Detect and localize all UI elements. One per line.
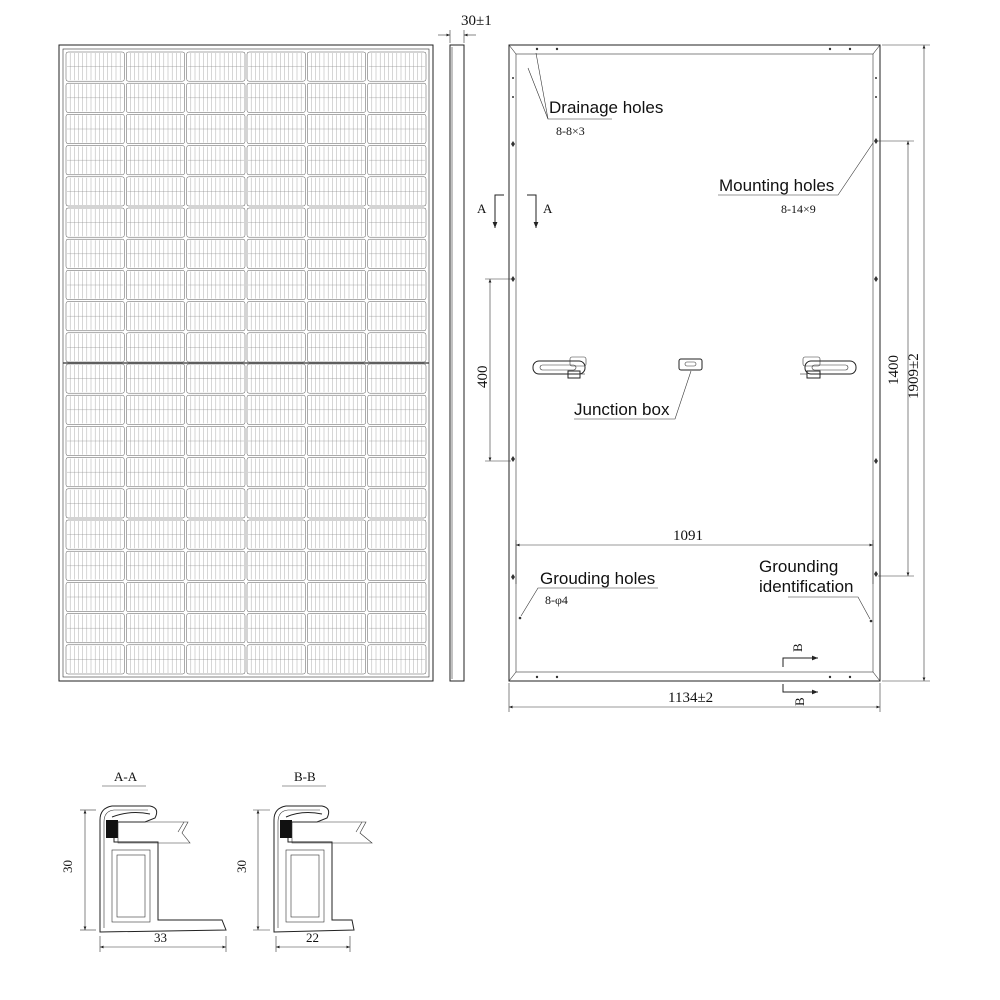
- cell-fingers: [308, 427, 364, 454]
- cell-fingers: [127, 521, 183, 548]
- cell-fingers: [248, 53, 304, 80]
- cell-fingers: [188, 240, 244, 267]
- cell-fingers: [188, 646, 244, 673]
- front-view-panel: [59, 45, 433, 681]
- cell-fingers: [369, 209, 425, 236]
- cell-fingers: [127, 396, 183, 423]
- cell-fingers: [188, 583, 244, 610]
- cell-fingers: [369, 334, 425, 361]
- section-bb-title: B-B: [294, 769, 316, 784]
- cell-fingers: [188, 271, 244, 298]
- cell-fingers: [369, 271, 425, 298]
- cell-fingers: [188, 334, 244, 361]
- cell-fingers: [369, 427, 425, 454]
- cell-fingers: [308, 334, 364, 361]
- section-aa: [60, 769, 226, 952]
- cell-fingers: [369, 396, 425, 423]
- cell-fingers: [369, 646, 425, 673]
- cell-fingers: [248, 396, 304, 423]
- cell-fingers: [369, 583, 425, 610]
- cell-fingers: [248, 365, 304, 392]
- svg-text:1400: 1400: [886, 355, 902, 385]
- cell-fingers: [369, 615, 425, 642]
- cell-fingers: [369, 240, 425, 267]
- cell-fingers: [248, 552, 304, 579]
- cell-fingers: [127, 459, 183, 486]
- cell-fingers: [127, 646, 183, 673]
- cell-fingers: [308, 115, 364, 142]
- cell-fingers: [308, 240, 364, 267]
- cell-fingers: [248, 334, 304, 361]
- svg-text:1091: 1091: [673, 528, 703, 544]
- cell-fingers: [67, 334, 123, 361]
- cell-fingers: [127, 303, 183, 330]
- cell-fingers: [67, 84, 123, 111]
- mounting-holes-label: Mounting holes: [719, 176, 835, 195]
- cell-fingers: [308, 147, 364, 174]
- svg-text:A: A: [543, 201, 553, 216]
- cell-fingers: [369, 365, 425, 392]
- svg-text:B: B: [790, 643, 805, 652]
- cell-fingers: [308, 490, 364, 517]
- cell-fingers: [308, 396, 364, 423]
- drainage-holes-label: Drainage holes: [549, 98, 664, 117]
- cell-fingers: [127, 271, 183, 298]
- cell-fingers: [67, 178, 123, 205]
- cell-fingers: [127, 615, 183, 642]
- cell-fingers: [248, 646, 304, 673]
- cell-fingers: [127, 552, 183, 579]
- cell-fingers: [308, 53, 364, 80]
- cell-fingers: [188, 209, 244, 236]
- svg-text:B: B: [792, 697, 807, 706]
- cell-fingers: [308, 459, 364, 486]
- cell-fingers: [248, 209, 304, 236]
- cell-fingers: [67, 615, 123, 642]
- cell-fingers: [127, 209, 183, 236]
- cell-fingers: [369, 53, 425, 80]
- cell-fingers: [308, 646, 364, 673]
- cell-fingers: [369, 552, 425, 579]
- cell-fingers: [308, 303, 364, 330]
- cell-fingers: [188, 396, 244, 423]
- cell-fingers: [308, 552, 364, 579]
- cell-fingers: [248, 147, 304, 174]
- cell-fingers: [127, 365, 183, 392]
- cell-fingers: [308, 178, 364, 205]
- cell-fingers: [127, 147, 183, 174]
- junction-box-label: Junction box: [574, 400, 670, 419]
- mounting-holes-spec: 8-14×9: [781, 202, 816, 216]
- cell-fingers: [127, 427, 183, 454]
- cell-fingers: [67, 303, 123, 330]
- section-a-marker: [477, 195, 553, 228]
- cell-fingers: [248, 178, 304, 205]
- cell-fingers: [308, 583, 364, 610]
- cell-fingers: [188, 490, 244, 517]
- cell-fingers: [369, 459, 425, 486]
- cell-fingers: [188, 615, 244, 642]
- grounding-id-label-line1: Grounding: [759, 557, 839, 576]
- cell-fingers: [248, 303, 304, 330]
- section-bb-height: 30: [234, 860, 249, 873]
- cell-fingers: [67, 521, 123, 548]
- cell-fingers: [248, 271, 304, 298]
- cell-fingers: [67, 271, 123, 298]
- cell-fingers: [67, 427, 123, 454]
- cell-fingers: [188, 84, 244, 111]
- cell-fingers: [308, 615, 364, 642]
- cell-fingers: [248, 115, 304, 142]
- cell-fingers: [67, 459, 123, 486]
- cell-fingers: [67, 552, 123, 579]
- cell-fingers: [188, 552, 244, 579]
- cell-fingers: [67, 583, 123, 610]
- section-bb: [234, 769, 372, 952]
- cell-fingers: [248, 240, 304, 267]
- cell-fingers: [248, 459, 304, 486]
- cell-fingers: [188, 178, 244, 205]
- junction-box-center: [679, 359, 702, 370]
- cell-fingers: [188, 303, 244, 330]
- cell-fingers: [369, 178, 425, 205]
- cell-fingers: [248, 490, 304, 517]
- cell-fingers: [369, 115, 425, 142]
- grounding-holes-spec: 8-φ4: [545, 593, 568, 607]
- cell-fingers: [127, 490, 183, 517]
- cell-fingers: [369, 147, 425, 174]
- junction-box-left: [533, 357, 586, 378]
- cell-fingers: [67, 53, 123, 80]
- cell-fingers: [67, 147, 123, 174]
- cell-fingers: [67, 209, 123, 236]
- drainage-holes-spec: 8-8×3: [556, 124, 585, 138]
- cell-fingers: [127, 240, 183, 267]
- section-aa-width: 33: [154, 930, 167, 945]
- cell-fingers: [308, 84, 364, 111]
- cell-fingers: [248, 521, 304, 548]
- cell-fingers: [188, 53, 244, 80]
- cell-fingers: [127, 178, 183, 205]
- section-aa-height: 30: [60, 860, 75, 873]
- cell-fingers: [127, 334, 183, 361]
- grounding-id-label-line2: identification: [759, 577, 854, 596]
- cell-fingers: [369, 490, 425, 517]
- cell-fingers: [369, 303, 425, 330]
- back-view-panel: [477, 45, 880, 706]
- section-b-marker: [783, 643, 818, 706]
- cell-fingers: [369, 521, 425, 548]
- cell-fingers: [369, 84, 425, 111]
- section-aa-title: A-A: [114, 769, 138, 784]
- svg-text:1134±2: 1134±2: [668, 690, 714, 706]
- cell-fingers: [308, 209, 364, 236]
- cell-fingers: [248, 427, 304, 454]
- svg-text:1909±2: 1909±2: [906, 353, 922, 399]
- junction-box-right: [800, 357, 856, 378]
- cell-fingers: [127, 53, 183, 80]
- cell-fingers: [67, 115, 123, 142]
- cell-fingers: [67, 490, 123, 517]
- cell-fingers: [188, 427, 244, 454]
- cell-fingers: [248, 615, 304, 642]
- cell-fingers: [308, 271, 364, 298]
- cell-fingers: [188, 459, 244, 486]
- cell-fingers: [308, 521, 364, 548]
- dimension-1134: [509, 683, 880, 712]
- svg-text:A: A: [477, 201, 487, 216]
- cell-fingers: [188, 147, 244, 174]
- section-bb-width: 22: [306, 930, 319, 945]
- cell-fingers: [308, 365, 364, 392]
- cell-fingers: [127, 115, 183, 142]
- cell-fingers: [188, 115, 244, 142]
- cell-fingers: [127, 583, 183, 610]
- cell-fingers: [67, 240, 123, 267]
- cell-grid: [63, 52, 429, 674]
- cell-fingers: [188, 365, 244, 392]
- cell-fingers: [248, 583, 304, 610]
- cell-fingers: [67, 646, 123, 673]
- grounding-holes-label: Grouding holes: [540, 569, 656, 588]
- dimension-400: [475, 279, 511, 461]
- cell-fingers: [248, 84, 304, 111]
- cell-fingers: [127, 84, 183, 111]
- cell-fingers: [188, 521, 244, 548]
- svg-text:400: 400: [475, 365, 491, 388]
- side-view-frame: [438, 13, 492, 681]
- thickness-label: 30±1: [461, 13, 492, 29]
- cell-fingers: [67, 365, 123, 392]
- cell-fingers: [67, 396, 123, 423]
